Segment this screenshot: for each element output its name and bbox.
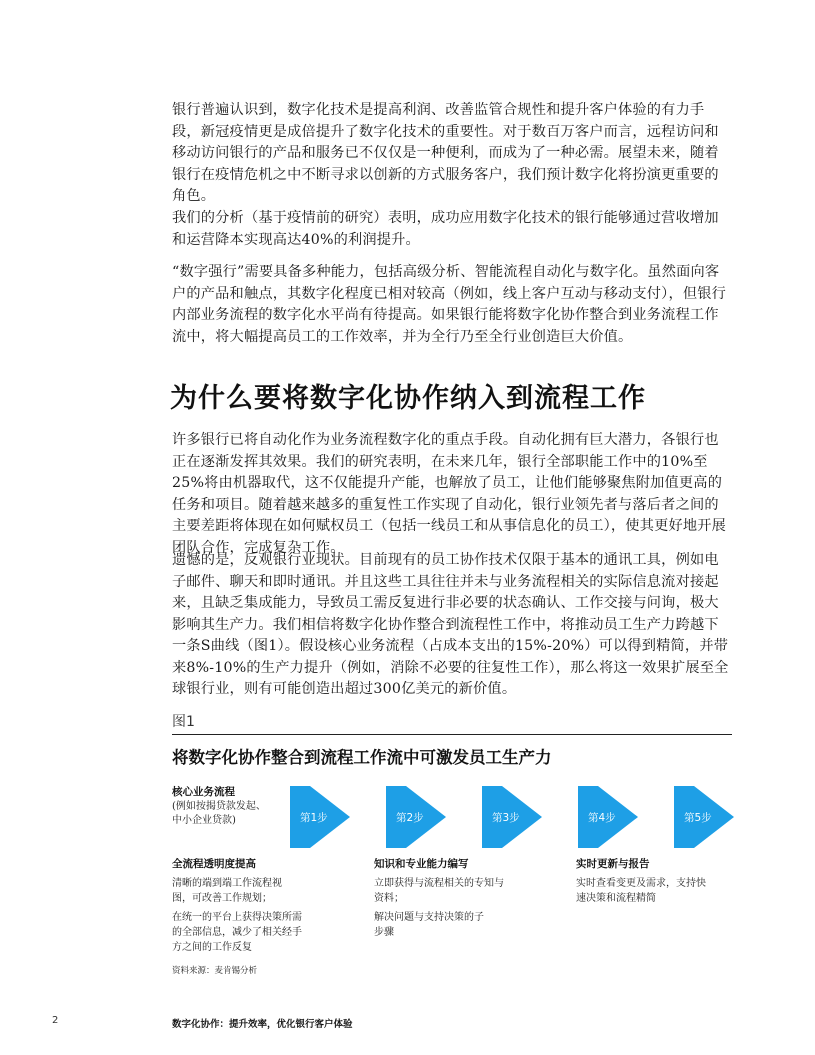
column-1-line-4: 在统一的平台上获得决策所需 bbox=[172, 912, 302, 923]
figure-source: 资料来源：麦肯锡分析 bbox=[172, 966, 258, 976]
step-4-label: 第4步 bbox=[588, 812, 616, 824]
column-2-title: 知识和专业能力编写 bbox=[374, 858, 469, 870]
footer-title: 数字化协作：提升效率，优化银行客户体验 bbox=[172, 1019, 353, 1030]
figure-title: 将数字化协作整合到流程工作流中可激发员工生产力 bbox=[172, 748, 552, 767]
step-1-label: 第1步 bbox=[300, 812, 328, 824]
column-1-line-2: 图，可改善工作规划； bbox=[172, 893, 272, 904]
intro-paragraph-2: 我们的分析（基于疫情前的研究）表明，成功应用数字化技术的银行能够通过营收增加和运营降本实现高达40%的利润提升。 bbox=[172, 210, 719, 248]
column-2-line-5: 步骤 bbox=[374, 927, 394, 938]
column-2-line-4: 解决问题与支持决策的子 bbox=[374, 912, 484, 923]
step-3-arrow-icon bbox=[482, 786, 548, 848]
column-2-line-2: 资料； bbox=[374, 893, 404, 904]
page-number: 2 bbox=[52, 1015, 59, 1026]
step-2-label: 第2步 bbox=[396, 812, 424, 824]
step-3-label: 第3步 bbox=[492, 812, 520, 824]
column-2-line-1: 立即获得与流程相关的专知与 bbox=[374, 878, 504, 889]
column-3-line-2: 速决策和流程精简 bbox=[576, 893, 656, 904]
step-4-arrow-icon bbox=[578, 786, 644, 848]
column-1-line-6: 方之间的工作反复 bbox=[172, 942, 252, 953]
intro-paragraph-1: 银行普遍认识到，数字化技术是提高利润、改善监管合规性和提升客户体验的有力手段，新冠疫情更是成倍提升了数字化技术的重要性。对于数百万客户而言，远程访问和移动访问银行的产品和服务已不仅仅是一种便利，而成为了一种必需。展望未来，随着银行在疫情危机之中不断寻求以创新的方式服务客户，我们预计数字化将扮演更重要的角色。 bbox=[172, 102, 719, 204]
step-1-arrow-icon bbox=[290, 786, 356, 848]
section-paragraph-2: 遗憾的是，反观银行业现状。目前现有的员工协作技术仅限于基本的通讯工具，例如电子邮件、聊天和即时通讯。并且这些工具往往并未与业务流程相关的实际信息流对接起来，且缺乏集成能力，导致员工需反复进行非必要的状态确认、工作交接与问询，极大影响其生产力。我们相信将数字化协作整合到流程性工作中，将推动员工生产力跨越下一条S曲线（图1）。假设核心业务流程（占成本支出的15%-20%）可以得到精简，并带来8%-10%的生产力提升（例如，消除不必要的往复性工作），那么将这一效果扩展至全球银行业，则有可能创造出超过300亿美元的新价值。 bbox=[172, 552, 729, 697]
process-title: 核心业务流程 bbox=[172, 786, 235, 798]
process-note-line-2: 中小企业贷款) bbox=[172, 815, 236, 826]
section-paragraph-1: 许多银行已将自动化作为业务流程数字化的重点手段。自动化拥有巨大潜力，各银行也正在逐渐发挥其效果。我们的研究表明，在未来几年，银行全部职能工作中的10%至25%将由机器取代，这不仅能提升产能，也解放了员工，让他们能够聚焦附加值更高的任务和项目。随着越来越多的重复性工作实现了自动化，银行业领先者与落后者之间的主要差距将体现在如何赋权员工（包括一线员工和从事信息化的员工），使其更好地开展团队合作，完成复杂工作。 bbox=[172, 432, 727, 556]
process-note-line-1: (例如按揭贷款发起、 bbox=[172, 801, 266, 812]
column-1-line-5: 的全部信息，减少了相关经手 bbox=[172, 927, 302, 938]
intro-paragraph-3: “数字强行”需要具备多种能力，包括高级分析、智能流程自动化与数字化。虽然面向客户的产品和触点，其数字化程度已相对较高（例如，线上客户互动与移动支付），但银行内部业务流程的数字化水平尚有待提高。如果银行能将数字化协作整合到业务流程工作流中，将大幅提高员工的工作效率，并为全行乃至全行业创造巨大价值。 bbox=[172, 264, 727, 345]
column-1-title: 全流程透明度提高 bbox=[172, 858, 256, 870]
step-5-arrow-icon bbox=[674, 786, 740, 848]
figure-label: 图1 bbox=[172, 714, 195, 730]
step-5-label: 第5步 bbox=[684, 812, 712, 824]
column-3-line-1: 实时查看变更及需求，支持快 bbox=[576, 878, 706, 889]
column-1-line-1: 清晰的端到端工作流程视 bbox=[172, 878, 282, 889]
section-heading: 为什么要将数字化协作纳入到流程工作 bbox=[170, 383, 646, 414]
figure-divider bbox=[172, 734, 732, 735]
column-3-title: 实时更新与报告 bbox=[576, 858, 650, 870]
step-2-arrow-icon bbox=[386, 786, 452, 848]
